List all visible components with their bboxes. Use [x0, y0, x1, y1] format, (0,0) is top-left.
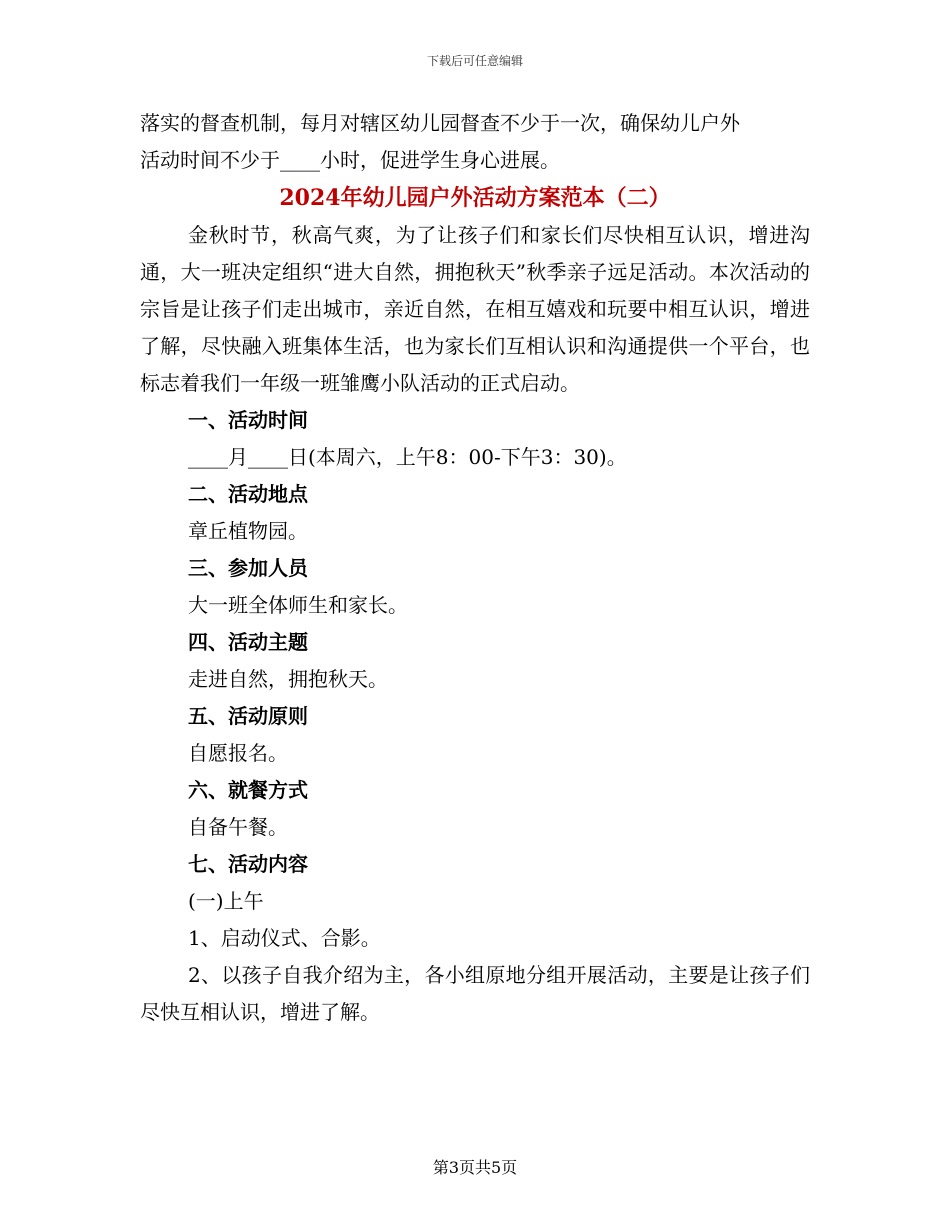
- section-heading-principle: 五、活动原则: [188, 704, 308, 728]
- section-heading-meal: 六、就餐方式: [188, 778, 308, 802]
- section-content-time: ____月____日(本周六，上午8：00-下午3：30)。: [188, 445, 627, 469]
- subheading-morning: (一)上午: [188, 889, 264, 913]
- document-title: 2024年幼儿园户外活动方案范本（二）: [279, 185, 671, 211]
- section-content-meal: 自备午餐。: [188, 815, 288, 839]
- section-content-principle: 自愿报名。: [188, 741, 288, 765]
- page-header: 下载后可任意编辑: [426, 54, 523, 68]
- list-item: 1、启动仪式、合影。: [188, 926, 381, 950]
- section-heading-theme: 四、活动主题: [188, 630, 308, 654]
- list-item: 2、以孩子自我介绍为主，各小组原地分组开展活动，主要是让孩子们尽快互相认识，增进了解。: [140, 963, 810, 1024]
- section-heading-participants: 三、参加人员: [188, 556, 308, 580]
- intro-line-1: 落实的督查机制，每月对辖区幼儿园督查不少于一次，确保幼儿户外: [140, 111, 740, 135]
- section-heading-time: 一、活动时间: [188, 408, 308, 432]
- section-content-location: 章丘植物园。: [188, 519, 308, 543]
- section-content-theme: 走进自然，拥抱秋天。: [188, 667, 388, 691]
- document-body: [140, 105, 810, 1031]
- page-number: 第3页共5页: [432, 1158, 518, 1177]
- section-heading-location: 二、活动地点: [188, 482, 308, 506]
- section-heading-activities: 七、活动内容: [188, 852, 308, 876]
- intro-line-2: 活动时间不少于____小时，促进学生身心进展。: [140, 148, 560, 172]
- intro-paragraph: 金秋时节，秋高气爽，为了让孩子们和家长们尽快相互认识，增进沟通，大一班决定组织“进大自然，拥抱秋天”秋季亲子远足活动。本次活动的宗旨是让孩子们走出城市，亲近自然，在相互嬉戏和玩要中相互认识，增进了解，尽快融入班集体生活，也为家长们互相认识和沟通提供一个平台，也标志着我们一年级一班雏鹰小队活动的正式启动。: [140, 223, 810, 395]
- section-content-participants: 大一班全体师生和家长。: [188, 593, 408, 617]
